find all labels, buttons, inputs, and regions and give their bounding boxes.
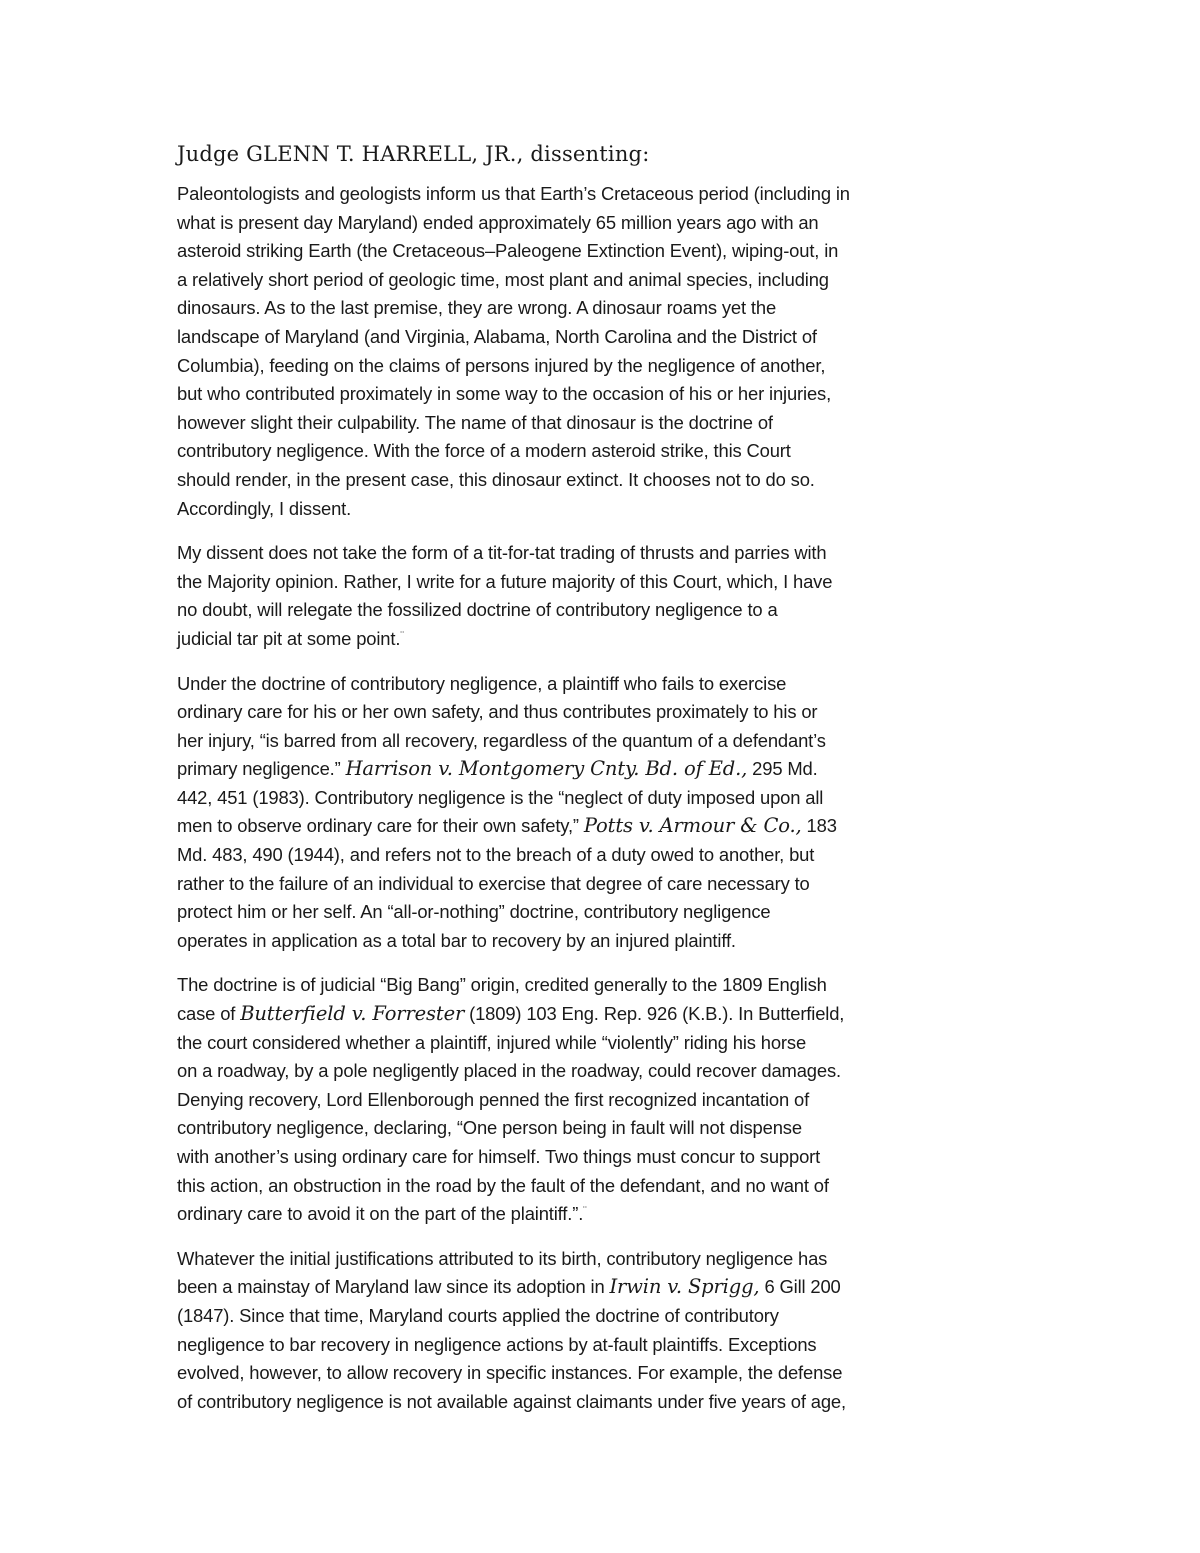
text-segment: should render, in the present case, this dinosaur extinct. It chooses not to do so. xyxy=(177,468,815,490)
text-segment: but who contributed proximately in some way to the occasion of his or her injuries, xyxy=(177,383,832,405)
paragraph xyxy=(177,971,937,1228)
opinion-heading: Judge GLENN T. HARRELL, JR., dissenting: xyxy=(177,142,650,166)
text-line xyxy=(177,237,937,266)
text-line xyxy=(177,1086,937,1115)
text-segment: asteroid striking Earth (the Cretaceous–Paleogene Extinction Event), wiping-out, in xyxy=(177,240,839,262)
text-segment: this action, an obstruction in the road by the fault of the defendant, and no want of xyxy=(177,1174,829,1196)
text-segment: contributory negligence, declaring, “One person being in fault will not dispense xyxy=(177,1117,802,1139)
text-segment: Accordingly, I dissent. xyxy=(177,497,352,519)
text-line xyxy=(177,466,937,495)
text-line xyxy=(177,180,937,209)
text-line xyxy=(177,1388,937,1417)
text-line xyxy=(177,1273,937,1302)
text-segment: (1847). Since that time, Maryland courts applied the doctrine of contributory xyxy=(177,1304,779,1326)
text-line xyxy=(177,1200,937,1229)
text-segment: been a mainstay of Maryland law since its adoption in xyxy=(177,1276,610,1298)
text-line xyxy=(177,971,937,1000)
text-segment: landscape of Maryland (and Virginia, Alabama, North Carolina and the District of xyxy=(177,325,817,347)
text-segment: dinosaurs. As to the last premise, they are wrong. A dinosaur roams yet the xyxy=(177,297,777,319)
text-line xyxy=(177,670,937,699)
text-line xyxy=(177,294,937,323)
text-line xyxy=(177,1029,937,1058)
text-segment: rather to the failure of an individual to exercise that degree of care necessary to xyxy=(177,872,810,894)
text-segment: her injury, “is barred from all recovery, regardless of the quantum of a defendant’s xyxy=(177,729,826,751)
text-segment: no doubt, will relegate the fossilized doctrine of contributory negligence to a xyxy=(177,599,778,621)
paragraph xyxy=(177,539,937,653)
paragraph xyxy=(177,670,937,956)
text-line xyxy=(177,898,937,927)
text-line xyxy=(177,1331,937,1360)
text-line xyxy=(177,568,937,597)
text-line xyxy=(177,380,937,409)
footnote-marker: ¨ xyxy=(400,629,404,642)
text-segment: negligence to bar recovery in negligence actions by at-fault plaintiffs. Exceptions xyxy=(177,1333,817,1355)
text-segment: The doctrine is of judicial “Big Bang” origin, credited generally to the 1809 English xyxy=(177,974,827,996)
text-segment: 295 Md. xyxy=(747,758,818,780)
text-segment: men to observe ordinary care for their own safety,” xyxy=(177,815,584,837)
text-line xyxy=(177,266,937,295)
text-line xyxy=(177,1000,937,1029)
text-segment: Md. 483, 490 (1944), and refers not to the breach of a duty owed to another, but xyxy=(177,844,815,866)
text-segment: protect him or her self. An “all-or-nothing” doctrine, contributory negligence xyxy=(177,901,771,923)
case-citation: Irwin v. Sprigg, xyxy=(609,1275,760,1299)
paragraph-container xyxy=(177,180,937,1416)
text-line xyxy=(177,1302,937,1331)
text-line xyxy=(177,870,937,899)
text-segment: what is present day Maryland) ended approximately 65 million years ago with an xyxy=(177,211,819,233)
text-line xyxy=(177,1143,937,1172)
text-segment: however slight their culpability. The name of that dinosaur is the doctrine of xyxy=(177,411,773,433)
text-segment: Whatever the initial justifications attributed to its birth, contributory negligence has xyxy=(177,1247,828,1269)
text-line xyxy=(177,1172,937,1201)
text-segment: Denying recovery, Lord Ellenborough penned the first recognized incantation of xyxy=(177,1088,810,1110)
text-segment: operates in application as a total bar to recovery by an injured plaintiff. xyxy=(177,929,736,951)
text-segment: a relatively short period of geologic time, most plant and animal species, including xyxy=(177,268,829,290)
text-line xyxy=(177,495,937,524)
text-segment: Paleontologists and geologists inform us that Earth’s Cretaceous period (including in xyxy=(177,183,850,204)
text-line xyxy=(177,812,937,841)
text-line xyxy=(177,1114,937,1143)
text-segment: evolved, however, to allow recovery in specific instances. For example, the defense xyxy=(177,1362,843,1384)
text-line xyxy=(177,409,937,438)
text-segment: on a roadway, by a pole negligently placed in the roadway, could recover damages. xyxy=(177,1060,841,1082)
text-line xyxy=(177,727,937,756)
text-line xyxy=(177,755,937,784)
paragraph xyxy=(177,1245,937,1417)
text-segment: contributory negligence. With the force of a modern asteroid strike, this Court xyxy=(177,440,791,462)
text-segment: My dissent does not take the form of a tit-for-tat trading of thrusts and parries with xyxy=(177,542,827,564)
text-segment: with another’s using ordinary care for himself. Two things must concur to support xyxy=(177,1146,821,1167)
text-segment: 183 xyxy=(801,815,837,837)
document-body xyxy=(177,138,937,1432)
text-line xyxy=(177,209,937,238)
text-line xyxy=(177,596,937,625)
text-segment: 6 Gill 200 xyxy=(759,1276,841,1298)
case-citation: Potts v. Armour & Co., xyxy=(583,814,802,838)
text-segment: 442, 451 (1983). Contributory negligence is the “neglect of duty imposed upon all xyxy=(177,786,824,808)
text-line xyxy=(177,927,937,956)
text-segment: Columbia), feeding on the claims of persons injured by the negligence of another, xyxy=(177,354,826,376)
text-line xyxy=(177,323,937,352)
text-segment: judicial tar pit at some point. xyxy=(177,627,401,649)
text-segment: ordinary care for his or her own safety, and thus contributes proximately to his or xyxy=(177,701,818,723)
text-line xyxy=(177,437,937,466)
text-segment: ordinary care to avoid it on the part of the plaintiff.”. xyxy=(177,1203,584,1225)
text-segment: case of xyxy=(177,1003,241,1025)
text-segment: (1809) 103 Eng. Rep. 926 (K.B.). In Butterfield, xyxy=(464,1003,845,1025)
text-line xyxy=(177,625,937,654)
text-line xyxy=(177,1359,937,1388)
text-segment: Under the doctrine of contributory negligence, a plaintiff who fails to exercise xyxy=(177,672,787,694)
paragraph xyxy=(177,180,937,523)
text-segment: the court considered whether a plaintiff, injured while “violently” riding his horse xyxy=(177,1031,807,1053)
text-line xyxy=(177,784,937,813)
text-line xyxy=(177,352,937,381)
text-segment: primary negligence.” xyxy=(177,758,346,780)
case-citation: Harrison v. Montgomery Cnty. Bd. of Ed., xyxy=(345,757,748,781)
text-line xyxy=(177,698,937,727)
case-citation: Butterfield v. Forrester xyxy=(240,1002,465,1026)
text-segment: of contributory negligence is not available against claimants under five years of age, xyxy=(177,1390,846,1412)
footnote-marker: ¨ xyxy=(583,1205,587,1218)
text-line xyxy=(177,1057,937,1086)
text-line xyxy=(177,539,937,568)
text-line xyxy=(177,1245,937,1274)
text-segment: the Majority opinion. Rather, I write for a future majority of this Court, which, I have xyxy=(177,570,833,592)
text-line xyxy=(177,841,937,870)
